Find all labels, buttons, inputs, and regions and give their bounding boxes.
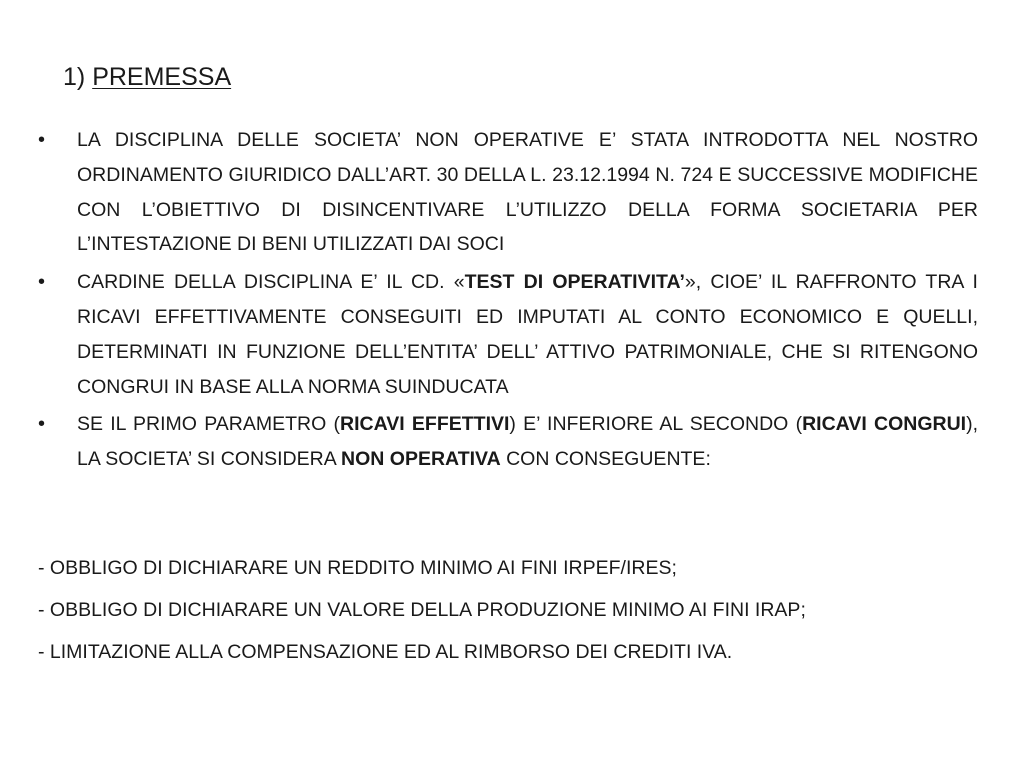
bullet-marker: •	[38, 129, 46, 151]
title-text: PREMESSA	[92, 63, 232, 91]
bullet-2-bold-test: TEST DI OPERATIVITA’	[464, 271, 685, 294]
dash-item-1: - OBBLIGO DI DICHIARARE UN REDDITO MINIMO AI FINI IRPEF/IRES;	[38, 557, 677, 579]
dash-list	[38, 551, 988, 676]
bullet-item-1	[38, 123, 978, 262]
bullet-item-2	[38, 265, 978, 404]
bullet-1-text: LA DISCIPLINA DELLE SOCIETA’ NON OPERATIVE E’ STATA INTRODOTTA NEL NOSTRO ORDINAMENTO GIURIDICO DALL’ART. 30 DELLA L. 23.12.1994 N. 724 E SUCCESSIVE MODIFICHE CON L’OBIETTIVO DI DISINCENTIVARE L’UTILIZZO DELLA FORMA SOCIETARIA PER L’INTESTAZIONE DI BENI UTILIZZATI DAI SOCI	[77, 129, 978, 256]
bullet-3-text-c: ) E’ INFERIORE AL SECONDO (	[509, 413, 803, 436]
bullet-marker: •	[38, 413, 46, 436]
bullet-3-bold-non-operativa: NON OPERATIVA	[341, 448, 501, 471]
bullet-3-bold-effettivi: RICAVI EFFETTIVI	[340, 413, 510, 436]
bullet-item-3	[38, 407, 978, 477]
dash-item-2: - OBBLIGO DI DICHIARARE UN VALORE DELLA PRODUZIONE MINIMO AI FINI IRAP;	[38, 598, 806, 621]
bullet-3-text-a: SE IL PRIMO PARAMETRO (	[77, 413, 341, 436]
slide-title	[63, 62, 231, 92]
bullet-list	[38, 123, 978, 480]
title-number: 1)	[63, 63, 86, 91]
bullet-3-text-g: CON CONSEGUENTE:	[500, 448, 711, 471]
bullet-3-bold-congrui: RICAVI CONGRUI	[802, 413, 967, 436]
bullet-2-text-a: CARDINE DELLA DISCIPLINA E’ IL CD. «	[77, 271, 465, 294]
bullet-marker: •	[38, 271, 46, 294]
bullet-3-text-e: ), LA SOCIETA’ SI CONSIDERA	[77, 413, 978, 471]
bullet-2-text-c: », CIOE’ IL RAFFRONTO TRA I RICAVI EFFETTIVAMENTE CONSEGUITI ED IMPUTATI AL CONTO ECONOMICO E QUELLI, DETERMINATI IN FUNZIONE DELL’ENTITA’ DELL’ ATTIVO PATRIMONIALE, CHE SI RITENGONO CONGRUI IN BASE ALLA NORMA SUINDUCATA	[77, 271, 978, 398]
dash-item-3: - LIMITAZIONE ALLA COMPENSAZIONE ED AL RIMBORSO DEI CREDITI IVA.	[38, 640, 733, 663]
